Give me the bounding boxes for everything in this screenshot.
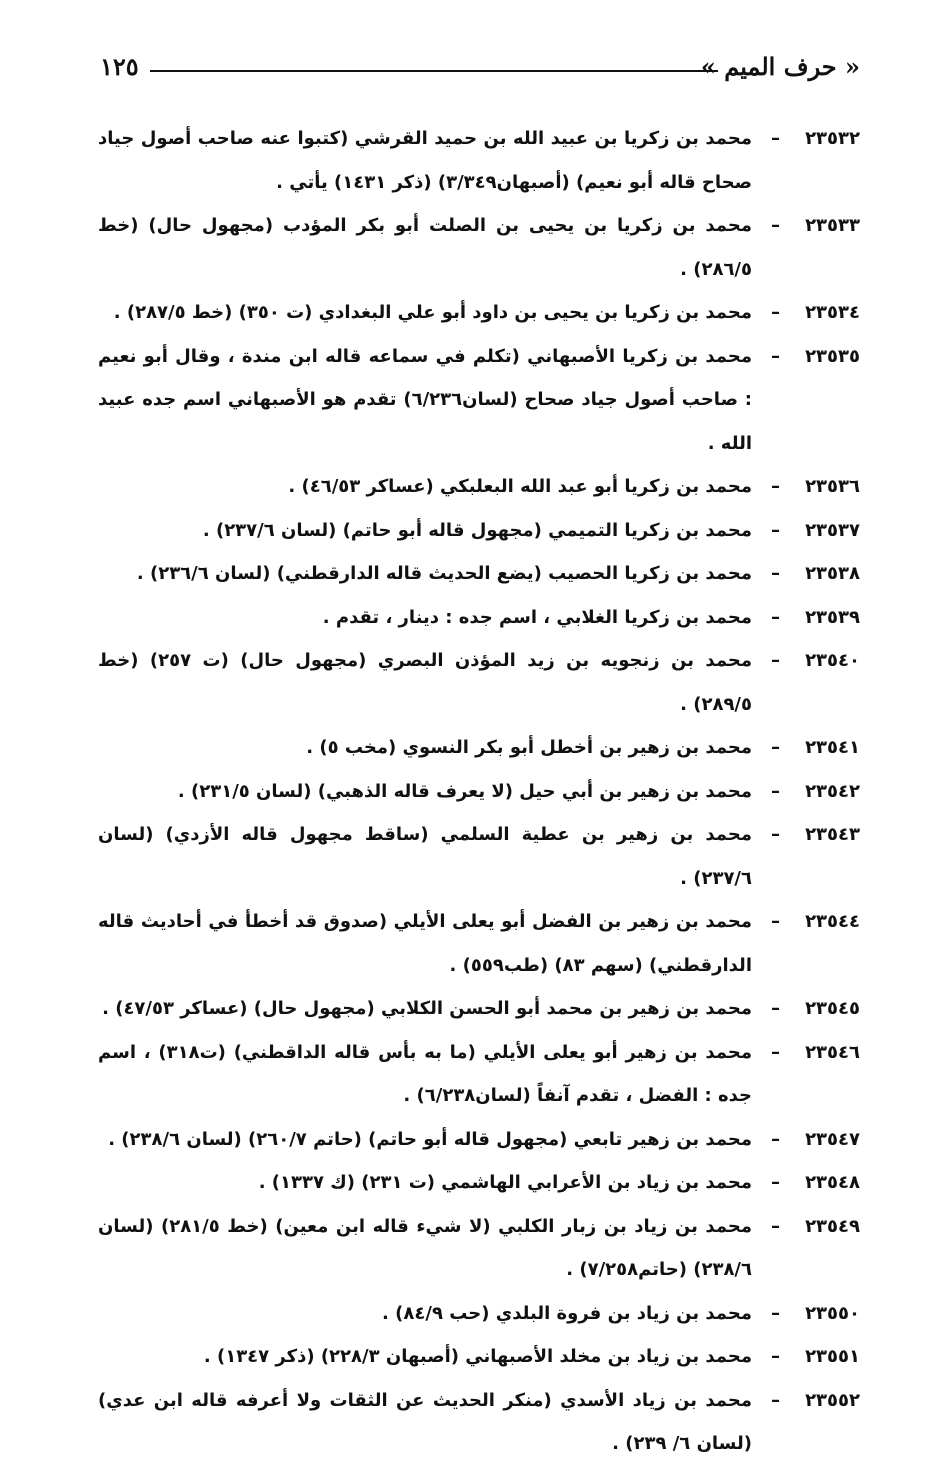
- entry-number: ٢٣٥٣٨: [805, 563, 860, 584]
- entry-dash: –: [771, 1346, 780, 1367]
- entry-number: ٢٣٥٤٦: [805, 1041, 860, 1063]
- entry-text: محمد بن زياد بن زبار الكلبي (لا شيء قاله ابن معين) (خط ٢٨١/٥) (لسان ٢٣٨/٦) (حاتم٧/٢٥٨) .: [98, 1215, 753, 1280]
- entry-text: محمد بن زياد الأسدي (منكر الحديث عن الثقات ولا أعرفه قاله ابن عدي) (لسان ٦/ ٢٣٩) .: [98, 1389, 752, 1454]
- entry-text: محمد بن زهير بن عطية السلمي (ساقط مجهول قاله الأزدي) (لسان ٢٣٧/٦) .: [98, 824, 752, 889]
- list-item: [98, 1031, 860, 1118]
- entry-number: ٢٣٥٣٧: [805, 519, 860, 541]
- entry-number: ٢٣٥٣٤: [805, 302, 860, 323]
- entry-text: محمد بن زهير بن محمد أبو الحسن الكلابي (مجهول حال) (عساكر ٤٧/٥٣) .: [102, 998, 752, 1019]
- list-item: [98, 726, 860, 770]
- entry-dash: –: [771, 128, 780, 149]
- entry-dash: –: [771, 1041, 780, 1063]
- entry-text: محمد بن زكريا بن يحيى بن الصلت أبو بكر المؤدب (مجهول حال) (خط ٢٨٦/٥) .: [98, 215, 752, 280]
- entry-number: ٢٣٥٤١: [805, 737, 860, 758]
- list-item: [98, 465, 860, 509]
- entry-number: ٢٣٥٤٤: [805, 911, 860, 932]
- entry-text: محمد بن زكريا التميمي (مجهول قاله أبو حاتم) (لسان ٢٣٧/٦) .: [202, 519, 752, 541]
- list-item: [98, 1292, 860, 1336]
- entry-number: ٢٣٥٥١: [805, 1346, 860, 1367]
- list-item: [98, 291, 860, 335]
- entry-text: محمد بن زهير أبو يعلى الأيلي (ما به بأس قاله الداقطني) (ت٣١٨) ، اسم جده : الفضل ، تقدم آنفاً (لسان٦/٢٣٨) .: [98, 1041, 752, 1106]
- entry-number: ٢٣٥٣٦: [805, 476, 860, 497]
- entry-dash: –: [771, 345, 780, 367]
- entry-text: محمد بن زياد بن الأعرابي الهاشمي (ت ٢٣١) (ك ١٣٣٧) .: [258, 1172, 752, 1193]
- entry-number: ٢٣٥٤٣: [805, 824, 860, 845]
- entry-text: محمد بن زكريا أبو عبد الله البعلبكي (عساكر ٤٦/٥٣) .: [288, 476, 752, 497]
- list-item: [98, 900, 860, 987]
- list-item: [98, 813, 860, 900]
- entry-number: ٢٣٥٤٨: [805, 1172, 860, 1193]
- entry-dash: –: [771, 911, 780, 932]
- list-item: [98, 1118, 860, 1162]
- list-item: [98, 1379, 860, 1466]
- entry-dash: –: [771, 998, 780, 1019]
- list-item: [98, 117, 860, 204]
- entry-number: ٢٣٥٣٩: [805, 606, 860, 628]
- entry-number: ٢٣٥٤٥: [805, 998, 860, 1019]
- list-item: [98, 770, 860, 814]
- entry-dash: –: [771, 650, 780, 671]
- entry-text: محمد بن زكريا الأصبهاني (تكلم في سماعه قاله ابن مندة ، وقال أبو نعيم : صاحب أصول جياد صحاح (لسان٦/٢٣٦) تقدم هو الأصبهاني اسم جده عبيد الله .: [98, 345, 752, 454]
- list-item: [98, 639, 860, 726]
- entry-text: محمد بن زياد بن مخلد الأصبهاني (أصبهان ٢٢٨/٣) (ذكر ١٣٤٧) .: [203, 1346, 752, 1367]
- entry-dash: –: [771, 563, 780, 584]
- entry-dash: –: [771, 1215, 780, 1237]
- entry-number: ٢٣٥٥٠: [805, 1302, 860, 1324]
- entry-dash: –: [771, 780, 780, 802]
- list-item: [98, 335, 860, 466]
- entry-number: ٢٣٥٣٢: [805, 128, 860, 149]
- entry-dash: –: [771, 476, 780, 497]
- entry-text: محمد بن زكريا الحصيب (يضع الحديث قاله الدارقطني) (لسان ٢٣٦/٦) .: [136, 563, 752, 584]
- page-header: [100, 50, 860, 90]
- entry-text: محمد بن زكريا بن يحيى بن داود أبو علي البغدادي (ت ٣٥٠) (خط ٢٨٧/٥) .: [113, 302, 752, 323]
- entry-number: ٢٣٥٥٢: [805, 1389, 860, 1411]
- entry-dash: –: [771, 1302, 780, 1324]
- entry-number: ٢٣٥٤٧: [805, 1128, 860, 1150]
- chapter-title: « حرف الميم »: [700, 52, 860, 81]
- entry-dash: –: [771, 824, 780, 845]
- entry-number: ٢٣٥٣٥: [805, 345, 860, 367]
- list-item: [98, 552, 860, 596]
- entry-text: محمد بن زهير بن أخطل أبو بكر النسوي (مخب ٥) .: [306, 737, 752, 758]
- entry-dash: –: [771, 1172, 780, 1193]
- entry-text: محمد بن زياد بن فروة البلدي (حب ٨٤/٩) .: [382, 1302, 752, 1324]
- entry-text: محمد بن زنجويه بن زيد المؤذن البصري (مجهول حال) (ت ٢٥٧) (خط ٢٨٩/٥) .: [98, 650, 752, 715]
- entry-number: ٢٣٥٤٠: [805, 650, 860, 671]
- page-number: ١٢٥: [100, 52, 139, 81]
- entry-dash: –: [771, 302, 780, 323]
- entry-text: محمد بن زكريا بن عبيد الله بن حميد القرشي (كتبوا عنه صاحب أصول جياد صحاح قاله أبو نعيم) (أصبهان٣/٣٤٩) (ذكر ١٤٣١) يأتي .: [98, 128, 752, 193]
- entry-number: ٢٣٥٣٣: [805, 215, 860, 236]
- entry-text: محمد بن زهير بن أبي حيل (لا يعرف قاله الذهبي) (لسان ٢٣١/٥) .: [177, 780, 752, 802]
- entry-number: ٢٣٥٤٢: [805, 780, 860, 802]
- entry-dash: –: [771, 737, 780, 758]
- list-item: [98, 204, 860, 291]
- entry-text: محمد بن زهير بن الفضل أبو يعلى الأيلي (صدوق قد أخطأ في أحاديث قاله الدارقطني) (سهم ٨٣) (طب٥٥٩) .: [98, 911, 752, 976]
- entry-number: ٢٣٥٤٩: [805, 1215, 860, 1237]
- entry-text: محمد بن زكريا الغلابي ، اسم جده : دينار ، تقدم .: [322, 606, 752, 628]
- list-item: [98, 596, 860, 640]
- entry-dash: –: [771, 1128, 780, 1150]
- entry-text: محمد بن زهير تابعي (مجهول قاله أبو حاتم) (حاتم ٢٦٠/٧) (لسان ٢٣٨/٦) .: [108, 1128, 752, 1150]
- list-item: [98, 509, 860, 553]
- entry-dash: –: [771, 215, 780, 236]
- list-item: [98, 1161, 860, 1205]
- list-item: [98, 1335, 860, 1379]
- entry-dash: –: [771, 606, 780, 628]
- entry-list: [98, 117, 860, 1466]
- entry-dash: –: [771, 1389, 780, 1411]
- header-rule: [150, 70, 718, 72]
- list-item: [98, 987, 860, 1031]
- list-item: [98, 1205, 860, 1292]
- entry-dash: –: [771, 519, 780, 541]
